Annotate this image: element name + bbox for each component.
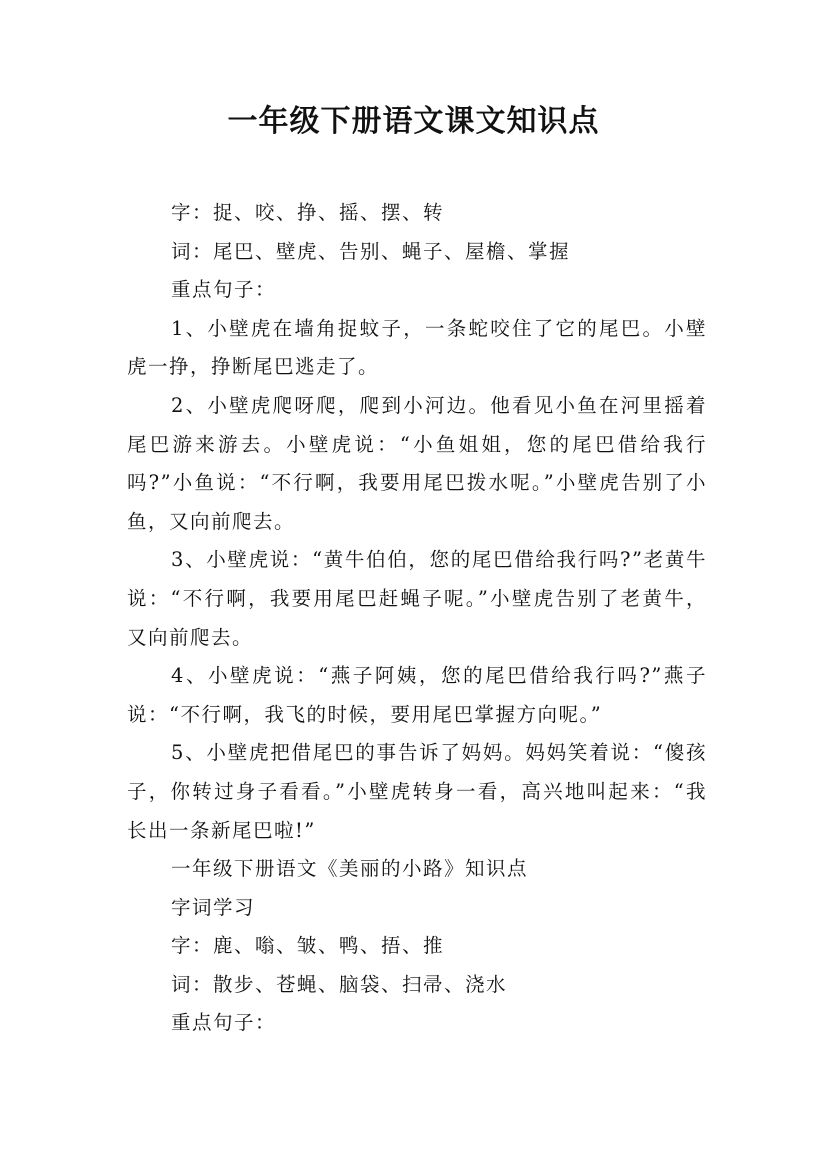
paragraph-sentence-3: 3、小壁虎说：“黄牛伯伯，您的尾巴借给我行吗?”老黄牛说：“不行啊，我要用尾巴赶蝇子呢。”小壁虎告别了老黄牛，又向前爬去。 xyxy=(127,548,707,649)
document-body xyxy=(127,194,707,1043)
paragraph-key-sentences-heading: 重点句子： xyxy=(171,278,277,302)
paragraph-section-heading: 一年级下册语文《美丽的小路》知识点 xyxy=(171,857,529,881)
paragraph-characters: 字：捉、咬、挣、摇、摆、转 xyxy=(171,201,445,224)
paragraph-words: 词：尾巴、壁虎、告别、蝇子、屋檐、掌握 xyxy=(171,239,571,263)
paragraph-characters-2: 字：鹿、嗡、皱、鸭、捂、推 xyxy=(171,934,445,958)
paragraph-sentence-2: 2、小壁虎爬呀爬，爬到小河边。他看见小鱼在河里摇着尾巴游来游去。小壁虎说：“小鱼姐姐，您的尾巴借给我行吗?”小鱼说：“不行啊，我要用尾巴拨水呢。”小壁虎告别了小鱼，又向前爬去。 xyxy=(127,393,707,533)
document-title: 一年级下册语文课文知识点 xyxy=(227,104,600,139)
paragraph-sentence-5: 5、小壁虎把借尾巴的事告诉了妈妈。妈妈笑着说：“傻孩子，你转过身子看看。”小壁虎转身一看，高兴地叫起来：“我长出一条新尾巴啦!” xyxy=(127,741,707,842)
paragraph-key-sentences-heading-2: 重点句子： xyxy=(171,1011,277,1035)
paragraph-words-2: 词：散步、苍蝇、脑袋、扫帚、浇水 xyxy=(171,972,508,996)
paragraph-sentence-4: 4、小壁虎说：“燕子阿姨，您的尾巴借给我行吗?”燕子说：“不行啊，我飞的时候，要用尾巴掌握方向呢。” xyxy=(127,664,707,726)
paragraph-sentence-1: 1、小壁虎在墙角捉蚊子，一条蛇咬住了它的尾巴。小壁虎一挣，挣断尾巴逃走了。 xyxy=(127,316,707,379)
paragraph-vocabulary-heading: 字词学习 xyxy=(171,895,256,919)
